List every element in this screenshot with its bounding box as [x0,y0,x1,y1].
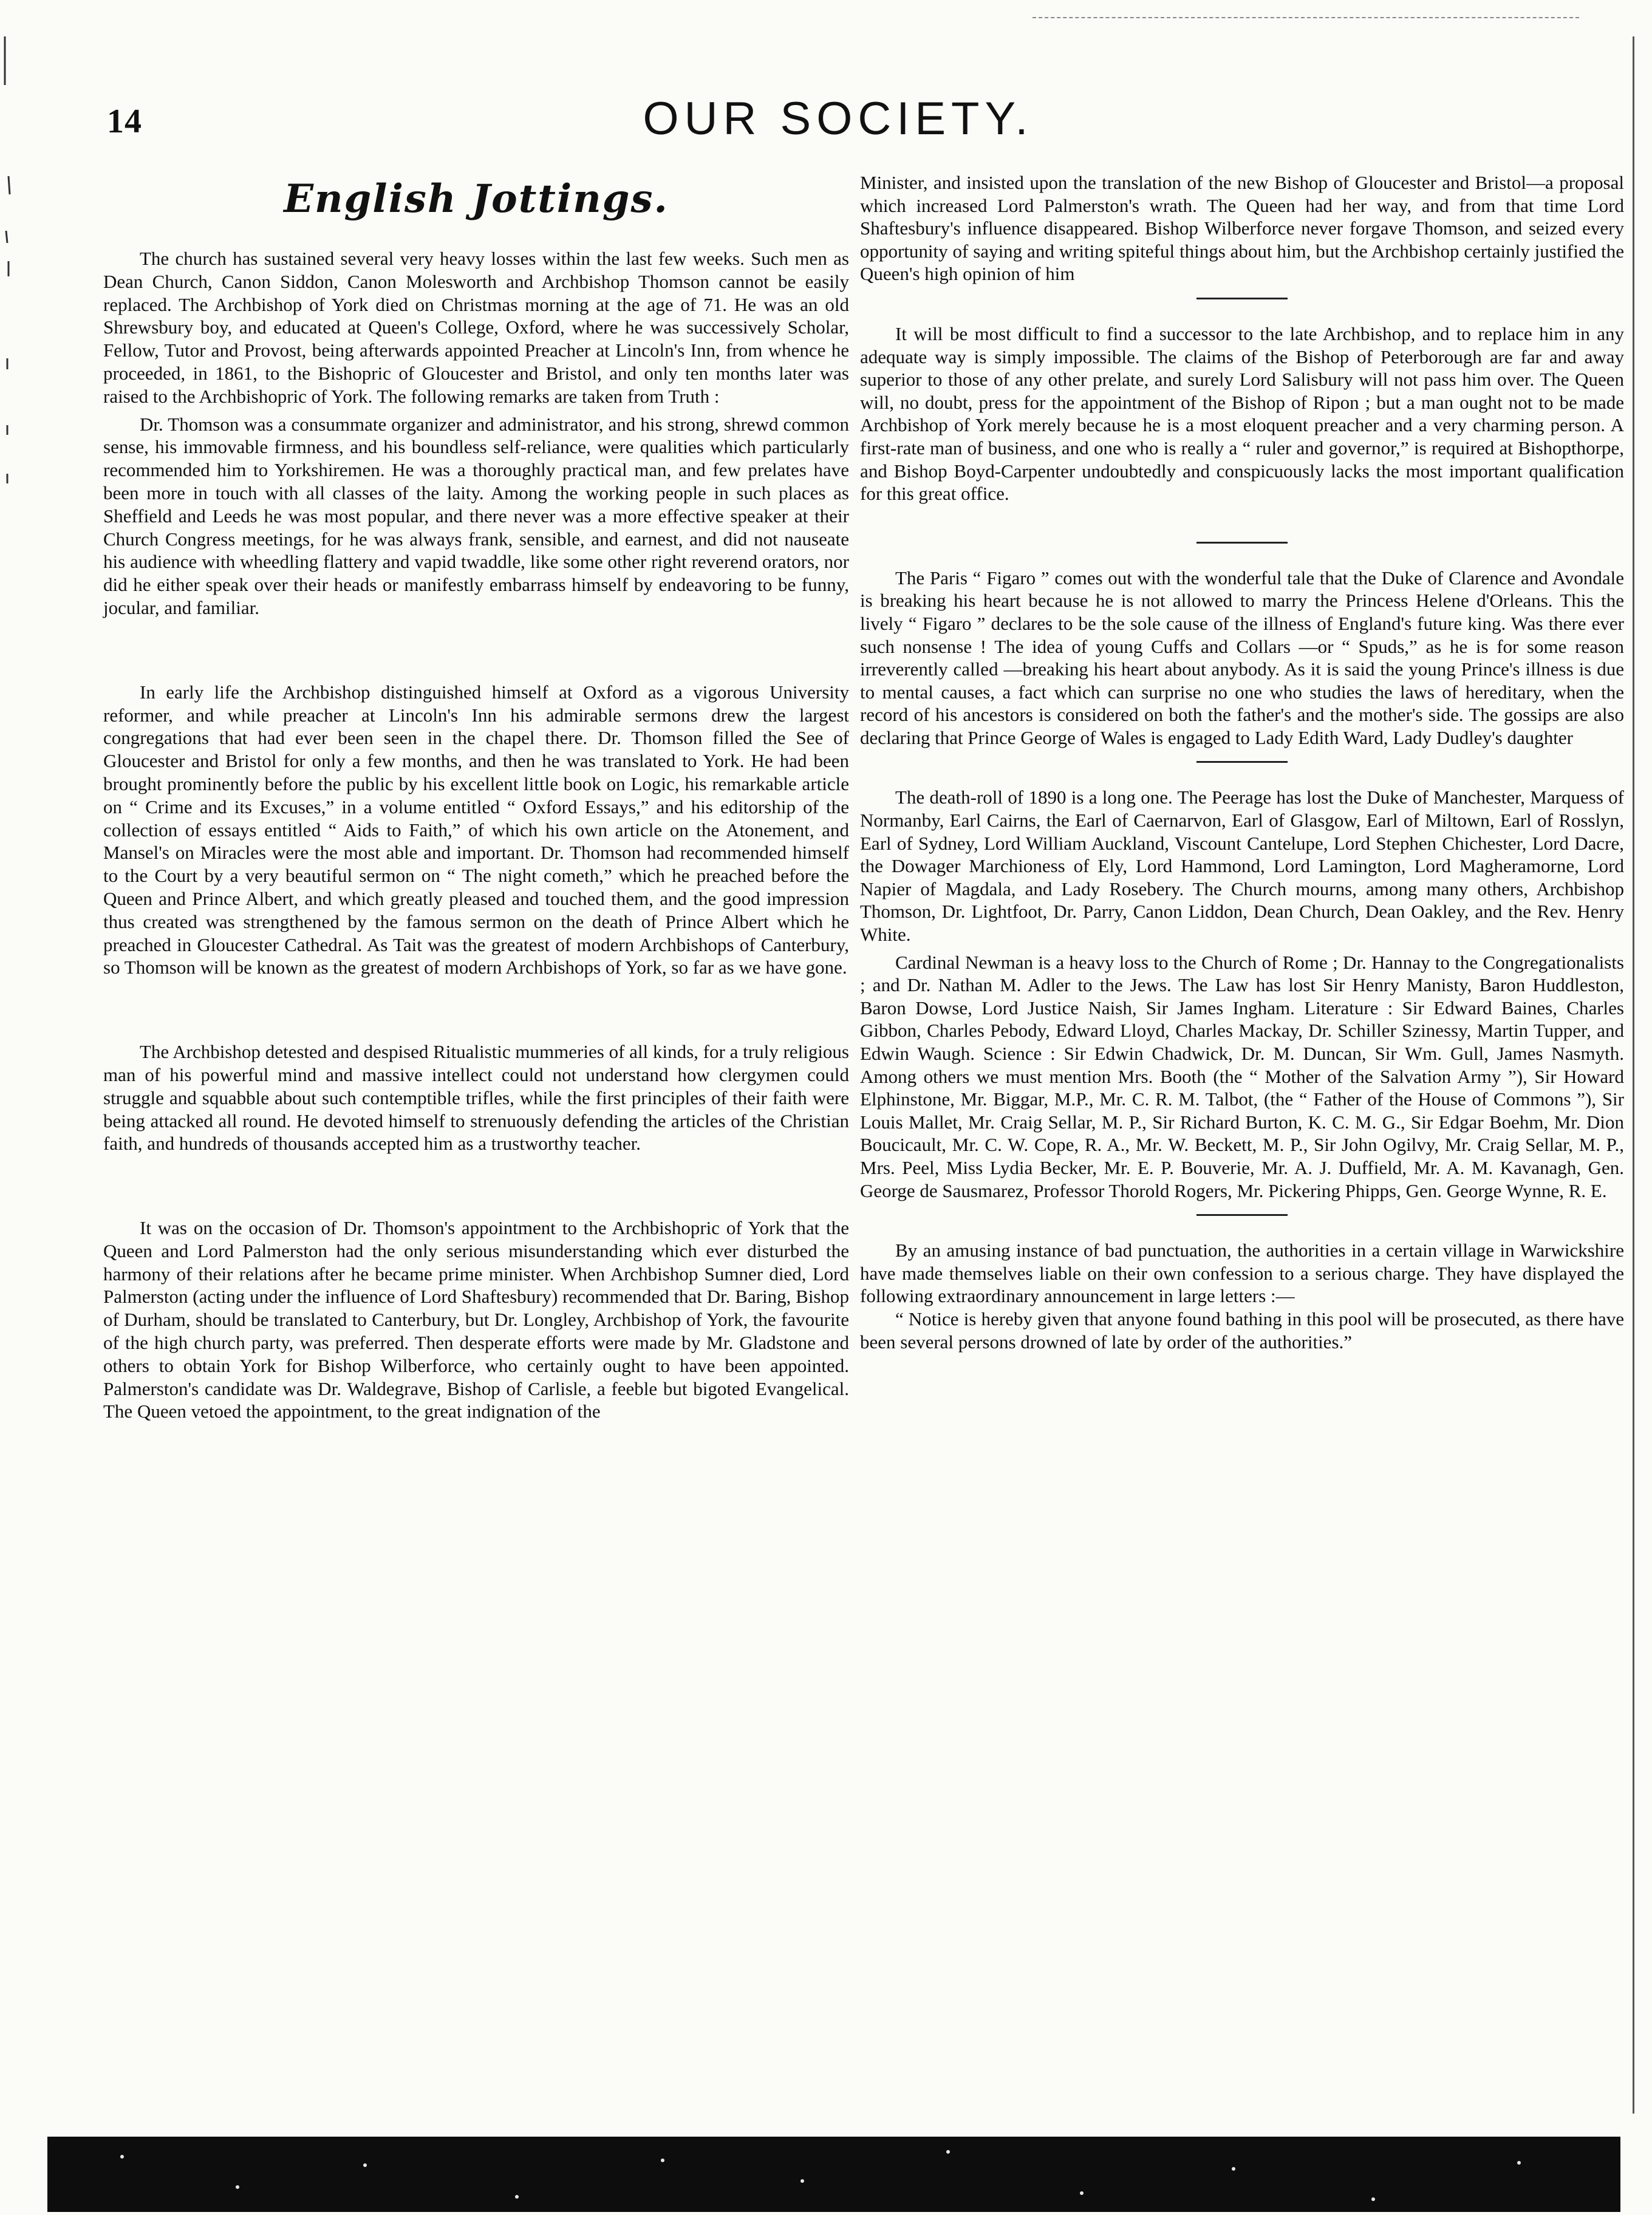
article-paragraph: The Paris “ Figaro ” comes out with the wonderful tale that the Duke of Clarence and Avondale is breaking his heart because he is not allowed to marry the Princess Helene d'Orleans. This the lively “ Figaro ” declares to be the sole cause of the illness of England's future king. Was there ever such nonsense ! The idea of young Cuffs and Collars —or “ Spuds,” as he is for some reason irreverently called —breaking his heart about anybody. As it is said the young Prince's illness is due to mental causes, a fact which can surprise no one who studies the laws of hereditary, when the record of his ancestors is considered on both the father's and the mother's side. The gossips are also declaring that Prince George of Wales is engaged to Lady Edith Ward, Lady Dudley's daughter [860,567,1624,748]
section-divider [1196,298,1288,299]
article-paragraph: It was on the occasion of Dr. Thomson's appointment to the Archbishopric of York that the Queen and Lord Palmerston had the only serious misunderstanding which ever disturbed the harmony of their relations after he became prime minister. When Archbishop Sumner died, Lord Palmerston (acting under the influence of Lord Shaftesbury) recommended that Dr. Baring, Bishop of Durham, should be translated to Canterbury, but Dr. Longley, Archbishop of York, the favourite of the high church party, was preferred. Then desperate efforts were made by Mr. Gladstone and others to obtain York for Bishop Wilberforce, who certainly ought to have been appointed. Palmerston's candidate was Dr. Waldegrave, Bishop of Carlisle, a feeble but bigoted Evangelical. The Queen vetoed the appointment, to the great indignation of the [103,1217,849,1422]
section-divider [1196,542,1288,544]
section-divider [1196,761,1288,763]
article-paragraph: Cardinal Newman is a heavy loss to the Church of Rome ; Dr. Hannay to the Congregationalists ; and Dr. Nathan M. Adler to the Jews. The Law has lost Sir Henry Manisty, Baron Huddleston, Baron Dowse, Lord Justice Naish, Sir James Ingham. Literature : Sir Edward Baines, Charles Gibbon, Charles Pebody, Edward Lloyd, Charles Mackay, Dr. Schiller Szinessy, Martin Tupper, and Edwin Waugh. Science : Sir Edwin Chadwick, Dr. M. Duncan, Sir Wm. Gull, James Nasmyth. Among others we must mention Mrs. Booth (the “ Mother of the Salvation Army ”), Sir Howard Elphinstone, Mr. Biggar, M.P., Mr. C. R. M. Talbot, (the “ Father of the House of Commons ”), Sir Louis Mallet, Mr. Craig Sellar, M. P., Sir Richard Burton, K. C. M. G., Sir Edgar Boehm, Mr. Dion Boucicault, Mr. C. W. Cope, R. A., Mr. W. Beckett, M. P., Sir John Ogilvy, Mr. Craig Sellar, M. P., Mrs. Peel, Miss Lydia Becker, Mr. E. P. Bouverie, Mr. A. J. Duffield, Mr. A. M. Kavanagh, Gen. George de Sausmarez, Professor Thorold Rogers, Mr. Pickering Phipps, Gen. George Wynne, R. E. [860,951,1624,1201]
article-paragraph: The Archbishop detested and despised Ritualistic mummeries of all kinds, for a truly religious man of his powerful mind and massive intellect could not understand how clergymen could struggle and squabble about such contemptible trifles, while the first principles of their faith were being attacked all round. He devoted himself to strenuously defending the articles of the Christian faith, and hundreds of thousands accepted him as a trustworthy teacher. [103,1041,849,1155]
article-paragraph: It will be most difficult to find a successor to the late Archbishop, and to replace him in any adequate way is simply impossible. The claims of the Bishop of Peterborough are far and away superior to those of any other prelate, and surely Lord Salisbury will not pass him over. The Queen will, no doubt, press for the appointment of the Bishop of Ripon ; but a man ought not to be made Archbishop of York merely because he is a most eloquent preacher and a very charming person. A first-rate man of business, and one who is really a “ ruler and governor,” is required at Bishopthorpe, and Bishop Boyd-Carpenter undoubtedly and conspicuously lacks the most important qualification for this great office. [860,323,1624,505]
article-paragraph: The church has sustained several very heavy losses within the last few weeks. Such men as Dean Church, Canon Siddon, Canon Molesworth and Archbishop Thomson cannot be easily replaced. The Archbishop of York died on Christmas morning at the age of 71. He was an old Shrewsbury boy, and educated at Queen's College, Oxford, where he was successively Scholar, Fellow, Tutor and Provost, being afterwards appointed Preacher at Lincoln's Inn, from whence he proceeded, in 1861, to the Bishopric of Gloucester and Bristol, and only ten months later was raised to the Archbishopric of York. The following remarks are taken from Truth : [103,248,849,407]
right-edge-artifact [1633,36,1634,2114]
section-title: English Jottings. [284,176,669,222]
article-paragraph: In early life the Archbishop distinguished himself at Oxford as a vigorous University reformer, and while preacher at Lincoln's Inn his admirable sermons drew the largest congregations that had ever been seen in the chapel there. Dr. Thomson filled the See of Gloucester and Bristol for only a few months, and then he was translated to York. He had been brought prominently before the public by his excellent little book on Logic, his remarkable article on “ Crime and its Excuses,” in a volume entitled “ Oxford Essays,” and his editorship of the collection of essays entitled “ Aids to Faith,” of which his own article on the Atonement, and Mansel's on Miracles were the most able and important. Dr. Thomson had recommended himself to the Court by a very beautiful sermon on “ The night cometh,” which he preached before the Queen and Prince Albert, and which greatly pleased and touched them, and the good impression thus created was strengthened by the famous sermon on the death of Prince Albert which he preached in Gloucester Cathedral. As Tait was the greatest of modern Archbishops of Canterbury, so Thomson will be known as the greatest of modern Archbishops of York, so far as we have gone. [103,681,849,978]
article-paragraph: By an amusing instance of bad punctuation, the authorities in a certain village in Warwickshire have made themselves liable on their own confession to a serious charge. They have displayed the following extraordinary announcement in large letters :— [860,1240,1624,1307]
running-head: OUR SOCIETY. [643,93,1034,145]
section-divider [1196,1214,1288,1216]
top-edge-artifact [1032,17,1579,18]
article-paragraph: The death-roll of 1890 is a long one. The Peerage has lost the Duke of Manchester, Marquess of Normanby, Earl Cairns, the Earl of Caernarvon, Earl of Glasgow, Earl of Miltown, Earl of Rosslyn, Earl of Sydney, Lord William Auckland, Viscount Cantelupe, Lord Stephen Chichester, Lord Dacre, the Dowager Marchioness of Ely, Lord Hammond, Lord Lamington, Lord Magheramorne, Lord Napier of Magdala, and Lady Rosebery. The Church mourns, among many others, Archbishop Thomson, Dr. Lightfoot, Dr. Parry, Canon Liddon, Dean Church, Dean Oakley, and the Rev. Henry White. [860,787,1624,946]
article-paragraph: Dr. Thomson was a consummate organizer and administrator, and his strong, shrewd common sense, his immovable firmness, and his boundless self-reliance, were qualities which particularly recommended him to Yorkshiremen. He was a thoroughly practical man, and few prelates have been more in touch with all classes of the laity. Among the working people in such places as Sheffield and Leeds he was most popular, and there never was a more effective speaker at their Church Congress meetings, for he was always frank, sensible, and earnest, and did not nauseate his audience with wheedling flattery and vapid twaddle, like some other right reverend orators, nor did he either speak over their heads or manifestly embarrass himself by endeavoring to be funny, jocular, and familiar. [103,413,849,618]
scan-bottom-band [47,2137,1620,2212]
article-paragraph: Minister, and insisted upon the translation of the new Bishop of Gloucester and Bristol—a proposal which increased Lord Palmerston's wrath. The Queen had her way, and from that time Lord Shaftesbury's influence disappeared. Bishop Wilberforce never forgave Thomson, and seized every opportunity of saying and writing spiteful things about him, but the Archbishop certainly justified the Queen's high opinion of him [860,172,1624,285]
left-edge-scan-marks [0,0,24,607]
left-column [103,171,849,1423]
quoted-notice: “ Notice is hereby given that anyone found bathing in this pool will be prosecuted, as there have been several persons drowned of late by order of the authorities.” [860,1308,1624,1353]
page-number: 14 [107,103,142,140]
right-column [860,171,1624,1353]
